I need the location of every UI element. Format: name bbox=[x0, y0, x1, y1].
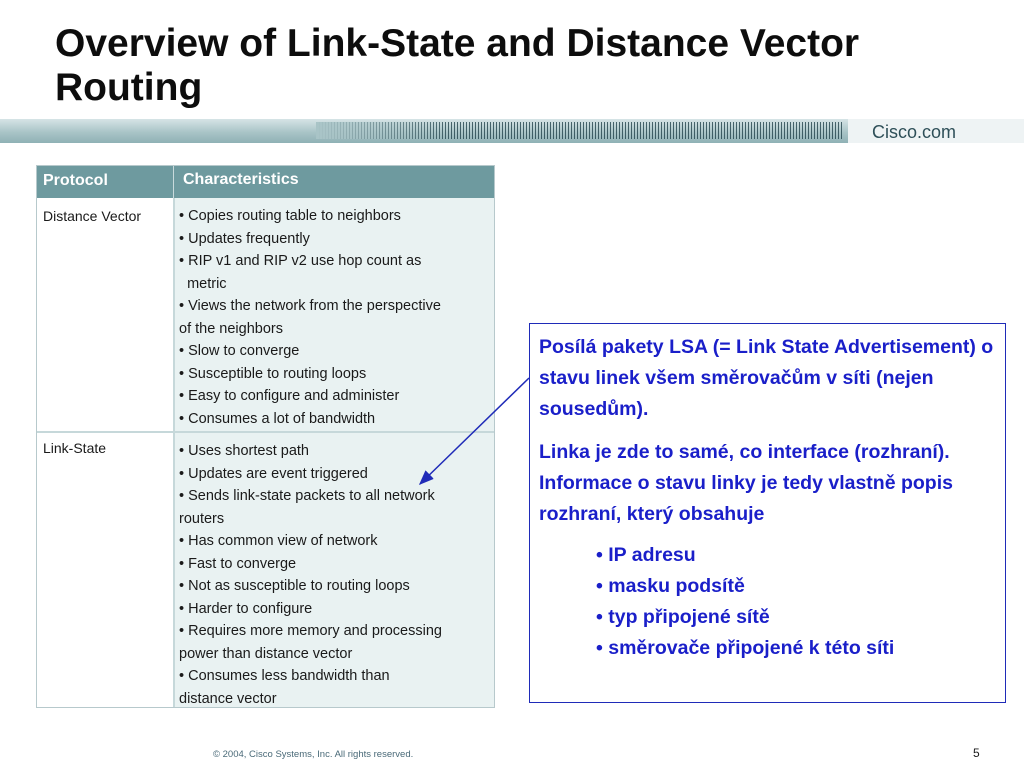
list-item: • Requires more memory and processing power than distance vector bbox=[179, 623, 442, 662]
list-item: • masku podsítě bbox=[596, 575, 745, 597]
list-item: • Has common view of network bbox=[179, 533, 378, 549]
row-divider bbox=[37, 431, 494, 433]
list-item: • Copies routing table to neighbors bbox=[179, 208, 401, 224]
callout-paragraph-lsa: Posílá pakety LSA (= Link State Advertisement) o stavu linek všem směrovačům v síti (nejen sousedům). bbox=[539, 336, 994, 420]
list-item: • Views the network from the perspective of the neighbors bbox=[179, 298, 441, 337]
list-item: • Susceptible to routing loops bbox=[179, 365, 367, 382]
list-item: • Uses shortest path bbox=[179, 443, 309, 459]
callout-paragraph-interface: Linka je zde to samé, co interface (rozhraní). Informace o stavu linky je tedy vlastně popis rozhraní, který obsahuje bbox=[539, 441, 953, 525]
header-characteristics: Characteristics bbox=[183, 171, 299, 188]
protocol-table bbox=[36, 165, 495, 708]
list-item: • Updates frequently bbox=[179, 230, 310, 247]
protocol-name-link-state: Link-State bbox=[43, 440, 107, 456]
list-item: • Easy to configure and administer bbox=[179, 388, 400, 404]
list-item: • RIP v1 and RIP v2 use hop count as metric bbox=[179, 253, 422, 292]
list-item: • Not as susceptible to routing loops bbox=[179, 578, 410, 594]
callout-box bbox=[529, 323, 1006, 703]
list-item: • Slow to converge bbox=[179, 343, 300, 359]
list-item: • Sends link-state packets to all network routers bbox=[179, 488, 435, 527]
list-item: • Updates are event triggered bbox=[179, 465, 368, 482]
protocol-name-distance-vector: Distance Vector bbox=[43, 208, 142, 224]
list-item: • Consumes less bandwidth than distance vector bbox=[179, 668, 390, 707]
copyright-footer: © 2004, Cisco Systems, Inc. All rights reserved. bbox=[213, 749, 414, 760]
page-number: 5 bbox=[973, 746, 980, 760]
list-item: • IP adresu bbox=[596, 544, 696, 566]
header-protocol: Protocol bbox=[43, 172, 108, 189]
header-banner bbox=[0, 119, 1024, 143]
distance-vector-characteristics bbox=[179, 205, 493, 430]
list-item: • Consumes a lot of bandwidth bbox=[179, 410, 376, 427]
list-item: • Fast to converge bbox=[179, 555, 297, 572]
link-state-characteristics bbox=[179, 440, 493, 710]
slide-title: Overview of Link-State and Distance Vector Routing bbox=[55, 22, 860, 109]
list-item: • směrovače připojené k této síti bbox=[596, 637, 895, 659]
cisco-logo: Cisco.com bbox=[848, 119, 1024, 143]
list-item: • Harder to configure bbox=[179, 600, 313, 617]
list-item: • typ připojené sítě bbox=[596, 606, 770, 628]
callout-bullet-list bbox=[539, 540, 995, 664]
